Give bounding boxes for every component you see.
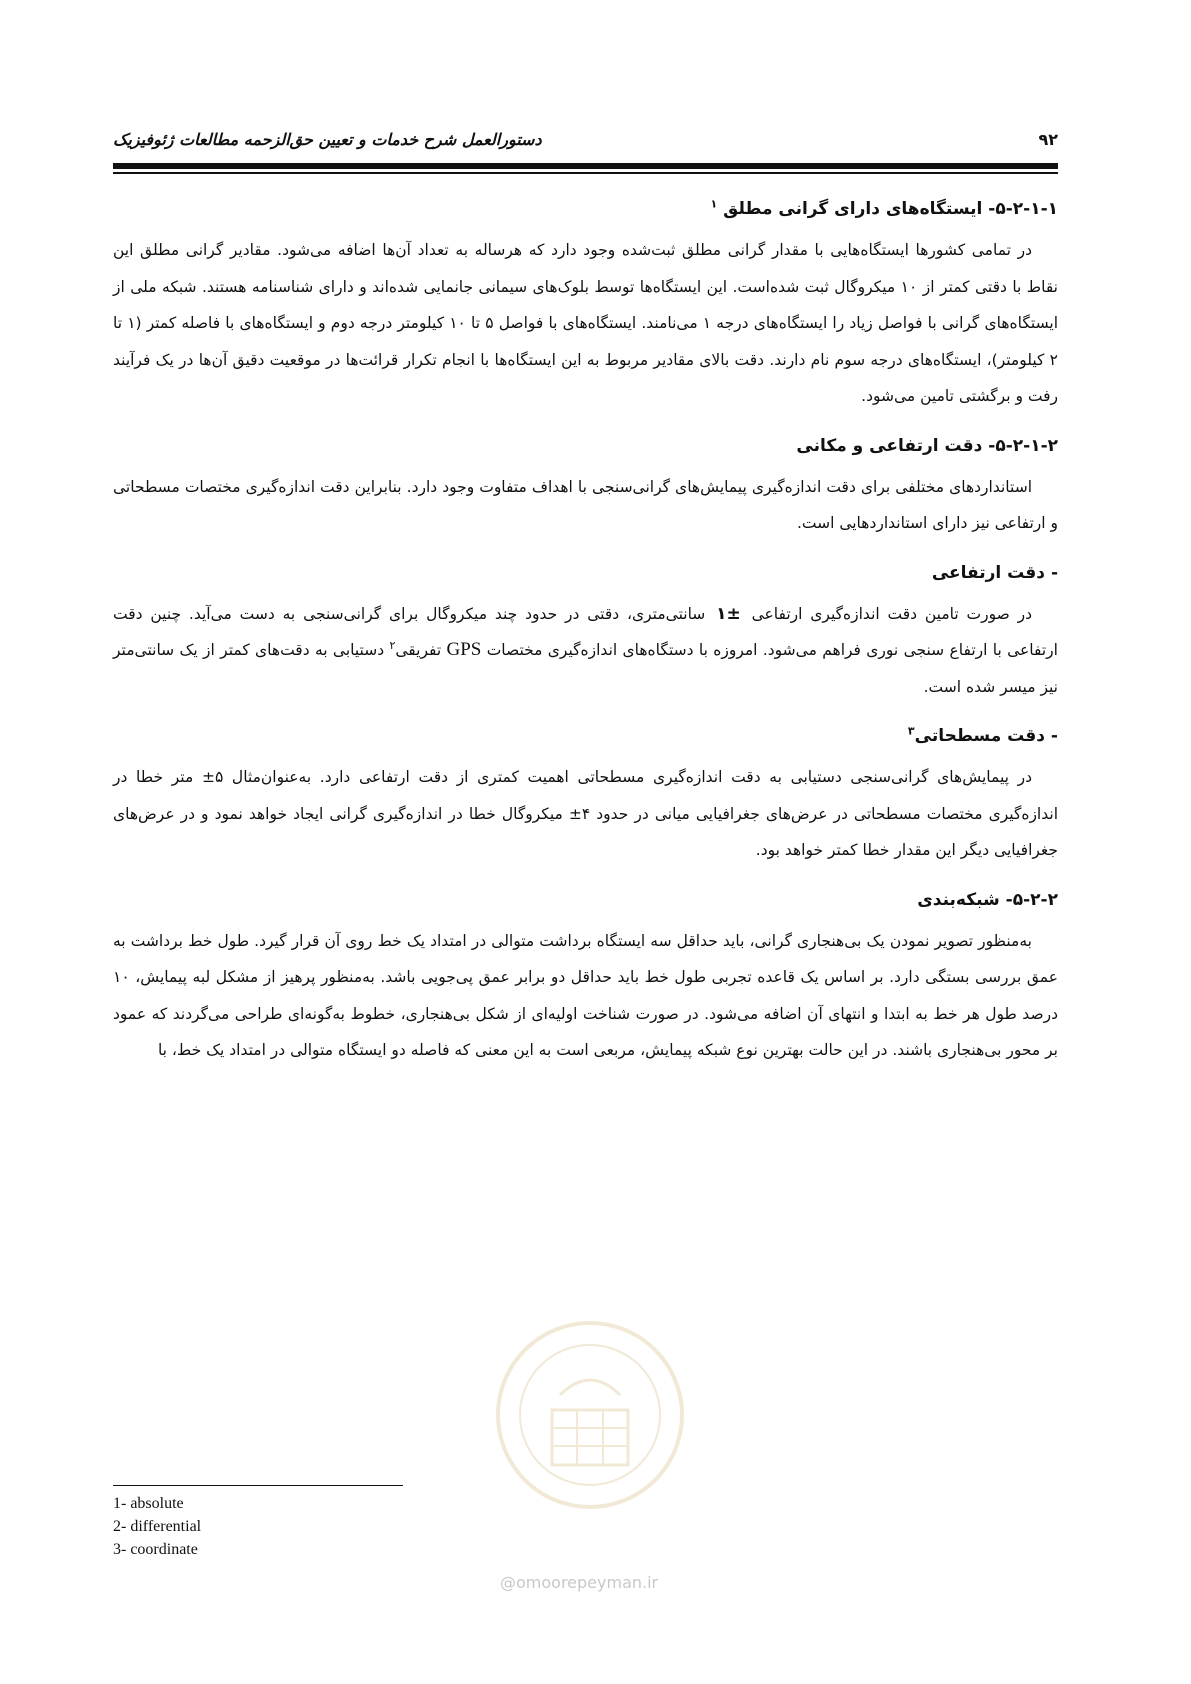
footnote-marker: ۱ — [710, 197, 718, 211]
subheading-elevation-accuracy: - دقت ارتفاعی — [931, 562, 1058, 583]
text-run: تفریقی — [395, 641, 442, 659]
watermark-url: @omoorepeyman.ir — [500, 1573, 659, 1592]
gps-term: GPS — [446, 639, 482, 660]
logo-seal-icon — [490, 1315, 690, 1515]
section-heading-accuracy: ۵-۲-۱-۲- دقت ارتفاعی و مکانی — [796, 435, 1058, 456]
text-run: در صورت تامین دقت اندازه‌گیری ارتفاعی — [751, 604, 1032, 623]
running-title: دستورالعمل شرح خدمات و تعیین حق‌الزحمه مطالعات ژئوفیزیک — [113, 130, 542, 149]
page-number: ۹۲ — [1038, 130, 1058, 149]
footnote-item: 2- differential — [113, 1518, 202, 1535]
text-run: سانتی‌متری، دقتی در حدود چند میکروگال برای گرانی‌سنجی به دست می‌آید. چنین دقت ارتفاعی با ارتفاع سنجی نوری فراهم می‌شود. امروزه با دستگاه‌های اندازه‌گیری مختصات — [113, 604, 1058, 659]
page-header — [113, 130, 1058, 154]
header-rule-thick — [113, 163, 1058, 169]
subheading-text: - دقت مسطحاتی — [914, 726, 1058, 746]
section-heading-absolute-gravity — [113, 192, 1058, 226]
plus-minus-value: ±۱ — [716, 603, 741, 624]
footnote-marker: ۳ — [907, 724, 915, 738]
paragraph-absolute-gravity: در تمامی کشورها ایستگاه‌هایی با مقدار گرانی مطلق ثبت‌شده وجود دارد که هرساله به تعداد آن‌ها اضافه می‌شود. مقادیر گرانی مطلق این نقاط با دقتی کمتر از ۱۰ میکروگال ثبت شده‌است. این ایستگاه‌ها توسط بلوک‌های سیمانی جانمایی شده‌اند و دارای شناسنامه هستند. شبکه ملی از ایستگاه‌های گرانی با فواصل زیاد را ایستگاه‌های درجه ۱ می‌نامند. ایستگاه‌های با فواصل ۵ تا ۱۰ کیلومتر درجه دوم و ایستگاه‌های با فاصله کمتر (۱ تا ۲ کیلومتر)، ایستگاه‌های درجه سوم نام دارند. دقت بالای مقادیر مربوط به این ایستگاه‌ها با انجام تکرار قرائت‌ها در موقعیت دقیق آن‌ها در یک فرآیند رفت و برگشتی تامین می‌شود. — [113, 241, 1059, 405]
text-run: دستیابی به دقت‌های کمتر از یک سانتی‌متر نیز میسر شده است. — [113, 641, 1058, 696]
paragraph-elevation-accuracy — [113, 596, 1058, 706]
footnote-marker: ۲ — [389, 638, 396, 652]
footnote-item: 3- coordinate — [113, 1541, 198, 1558]
footnotes — [113, 1492, 201, 1561]
footnote-rule — [113, 1485, 403, 1486]
paragraph-accuracy: استانداردهای مختلفی برای دقت اندازه‌گیری پیمایش‌های گرانی‌سنجی با اهداف متفاوت وجود دارد. بنابراین دقت اندازه‌گیری مختصات مسطحاتی و ارتفاعی نیز دارای استانداردهایی است. — [113, 477, 1058, 532]
section-heading-gridding: ۵-۲-۲- شبکه‌بندی — [917, 889, 1058, 910]
section-heading-text: ۵-۲-۱-۱- ایستگاه‌های دارای گرانی مطلق — [723, 199, 1058, 219]
footnote-item: 1- absolute — [113, 1495, 184, 1512]
paragraph-horizontal-accuracy: در پیمایش‌های گرانی‌سنجی دستیابی به دقت اندازه‌گیری مسطحاتی اهمیت کمتری از دقت ارتفاعی دارد. به‌عنوان‌مثال ۵± متر خطا در اندازه‌گیری مختصات مسطحاتی در عرض‌های جغرافیایی میانی در حدود ۴± میکروگال خطا در اندازه‌گیری گرانی ایجاد خواهد نمود و در عرض‌های جغرافیایی دیگر این مقدار خطا کمتر خواهد بود. — [113, 768, 1058, 859]
page-body — [113, 186, 1058, 1069]
header-rule-thin — [113, 172, 1058, 174]
paragraph-gridding: به‌منظور تصویر نمودن یک بی‌هنجاری گرانی، باید حداقل سه ایستگاه برداشت متوالی در امتداد یک خط روی آن قرار گیرد. طول خط برداشت به عمق بررسی بستگی دارد. بر اساس یک قاعده تجربی طول خط باید حداقل دو برابر عمق پی‌جویی باشد. به‌منظور پرهیز از مشکل لبه پیمایش، ۱۰ درصد طول هر خط به ابتدا و انتهای آن اضافه می‌شود. در صورت شناخت اولیه‌ای از شکل بی‌هنجاری، خطوط به‌گونه‌ای طراحی می‌گردند که عمود بر محور بی‌هنجاری باشند. در این حالت بهترین نوع شبکه پیمایش، مربعی است به این معنی که فاصله دو ایستگاه متوالی در امتداد یک خط، با — [113, 931, 1058, 1059]
subheading-horizontal-accuracy — [113, 719, 1058, 753]
